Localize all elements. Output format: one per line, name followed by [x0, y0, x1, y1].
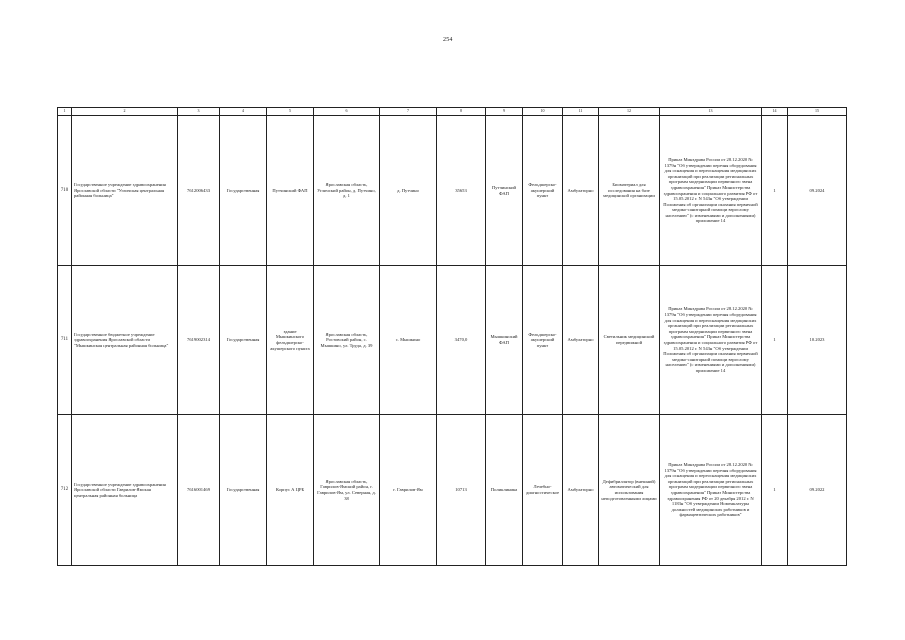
col-header: 2	[72, 108, 178, 116]
table-row	[58, 116, 847, 266]
equipment: Светильник медицинский передвижной	[599, 266, 660, 415]
col-header: 4	[220, 108, 267, 116]
inn: 7619002314	[178, 266, 220, 415]
unit: Путчинский ФАП	[486, 116, 523, 266]
equipment: Биоматериал для исследования на базе медицинской организации	[599, 116, 660, 266]
col-header: 7	[380, 108, 437, 116]
building: Корпус А ЦРБ	[267, 415, 314, 566]
legal-basis: Приказ Минздрава России от 28.12.2020 № 1379н "Об утверждении перечня оборудования для оснащения и переоснащения медицинских организаций при реализации региональных программ модернизации первичного звена здравоохранения" Приказ Министерства здравоохранения РФ от 20 декабря 2012 г. N 1183н "Об утверждении Номенклатуры должностей медицинских работников и фармацевтических работников"	[660, 415, 762, 566]
table-row	[58, 415, 847, 566]
date: 09.2024	[788, 116, 847, 266]
building: здание Мышкинского фельдшерско-акушерского пункта	[267, 266, 314, 415]
ownership: Государственная	[220, 266, 267, 415]
address: Ярославская область, Ростовский район, с. Мышкино, ул. Труда, д. 39	[314, 266, 380, 415]
inn: 7616001469	[178, 415, 220, 566]
table-row	[58, 266, 847, 415]
code: 3470,0	[437, 266, 486, 415]
equipment: Дефибриллятор (внешний) автоматический для использования неподготовленными лицами	[599, 415, 660, 566]
settlement: с. Мышкино	[380, 266, 437, 415]
ownership: Государственная	[220, 415, 267, 566]
column-number-row	[58, 108, 847, 116]
code: 35653	[437, 116, 486, 266]
organization-name: Государственное бюджетное учреждение здравоохранения Ярославской области "Мышкинская центральная районная больница"	[72, 266, 178, 415]
unit-type: Фельдшерско-акушерский пункт	[523, 266, 563, 415]
row-number: 710	[58, 116, 72, 266]
row-number: 711	[58, 266, 72, 415]
row-number: 712	[58, 415, 72, 566]
page-number: 254	[443, 37, 453, 43]
col-header: 5	[267, 108, 314, 116]
care-condition: Амбулаторно	[563, 266, 599, 415]
address: Ярославская область, Гаврилов-Ямский район, г. Гаврилов-Ям, ул. Северная, д. 38	[314, 415, 380, 566]
quantity: 1	[762, 116, 788, 266]
organization-name: Государственное учреждение здравоохранения Ярославской области Гаврилов-Ямская центральная районная больница	[72, 415, 178, 566]
code: 10713	[437, 415, 486, 566]
unit-type: Фельдшерско-акушерский пункт	[523, 116, 563, 266]
inn: 7612006433	[178, 116, 220, 266]
col-header: 1	[58, 108, 72, 116]
col-header: 3	[178, 108, 220, 116]
unit: Поликлиника	[486, 415, 523, 566]
legal-basis: Приказ Минздрава России от 28.12.2020 № 1379н "Об утверждении перечня оборудования для оснащения и переоснащения медицинских организаций при реализации региональных программ модернизации первичного звена здравоохранения" Приказ Министерства здравоохранения и социального развития РФ от 15.05.2012 г. N 543н "Об утверждении Положения об организации оказания первичной медико-санитарной помощи взрослому населению" (с изменениями и дополнениями) приложение 14	[660, 266, 762, 415]
col-header: 11	[563, 108, 599, 116]
col-header: 15	[788, 108, 847, 116]
registry-table	[57, 107, 847, 566]
building: Путчинский ФАП	[267, 116, 314, 266]
unit-type: Лечебно-диагностическое	[523, 415, 563, 566]
address: Ярославская область, Угличский район, д. Путчино, д. 1	[314, 116, 380, 266]
col-header: 8	[437, 108, 486, 116]
settlement: г. Гаврилов-Ям	[380, 415, 437, 566]
quantity: 1	[762, 415, 788, 566]
organization-name: Государственное учреждение здравоохранения Ярославской области "Угличская центральная районная больница"	[72, 116, 178, 266]
col-header: 14	[762, 108, 788, 116]
col-header: 12	[599, 108, 660, 116]
col-header: 6	[314, 108, 380, 116]
date: 10.2023	[788, 266, 847, 415]
care-condition: Амбулаторно	[563, 415, 599, 566]
col-header: 13	[660, 108, 762, 116]
ownership: Государственная	[220, 116, 267, 266]
care-condition: Амбулаторно	[563, 116, 599, 266]
date: 09.2022	[788, 415, 847, 566]
unit: Мышкинский ФАП	[486, 266, 523, 415]
col-header: 10	[523, 108, 563, 116]
quantity: 1	[762, 266, 788, 415]
settlement: д. Путчино	[380, 116, 437, 266]
legal-basis: Приказ Минздрава России от 28.12.2020 № 1379н "Об утверждении перечня оборудования для оснащения и переоснащения медицинских организаций при реализации региональных программ модернизации первичного звена здравоохранения" Приказ Министерства здравоохранения и социального развития РФ от 15.05.2012 г. N 543н "Об утверждении Положения об организации оказания первичной медико-санитарной помощи взрослому населению" (с изменениями и дополнениями) приложение 14	[660, 116, 762, 266]
col-header: 9	[486, 108, 523, 116]
